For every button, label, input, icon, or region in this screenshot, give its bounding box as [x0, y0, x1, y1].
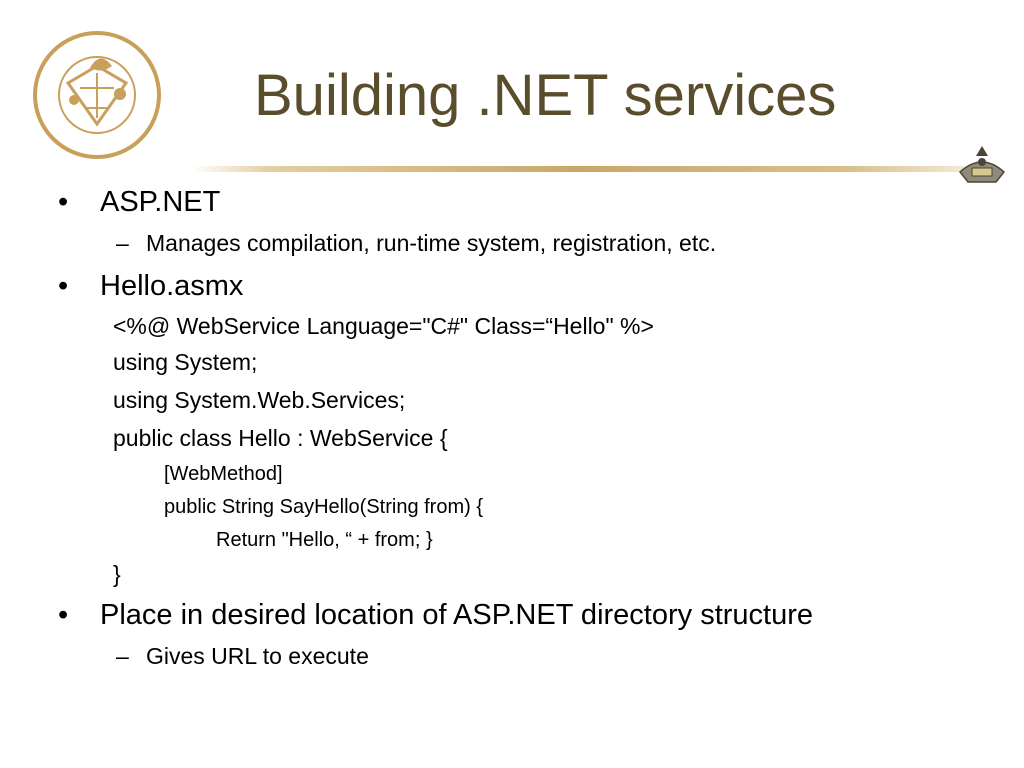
- bullet-item-place: Place in desired location of ASP.NET directory structure: [100, 599, 814, 631]
- title-divider: [192, 166, 964, 172]
- bullet-icon: •: [58, 186, 69, 218]
- university-seal-logo: [30, 28, 164, 162]
- dash-icon: –: [116, 230, 129, 256]
- dash-icon: –: [116, 643, 129, 669]
- code-line-webmethod: [WebMethod]: [164, 463, 283, 485]
- code-line-close-brace: }: [113, 561, 121, 587]
- bullet-item-aspnet: ASP.NET: [100, 186, 221, 218]
- code-line-using-web-services: using System.Web.Services;: [113, 387, 406, 413]
- code-line-using-system: using System;: [113, 349, 258, 375]
- bullet-item-hello-asmx: Hello.asmx: [100, 270, 244, 302]
- code-line-directive: <%@ WebService Language="C#" Class=“Hello" %>: [113, 313, 654, 339]
- code-line-sayhello: public String SayHello(String from) {: [164, 496, 484, 518]
- sub-item-manages: Manages compilation, run-time system, registration, etc.: [146, 230, 717, 256]
- slide-title: Building .NET services: [254, 63, 837, 128]
- code-line-class-decl: public class Hello : WebService {: [113, 425, 448, 451]
- purdue-corner-logo: [956, 142, 1008, 190]
- sub-item-gives-url: Gives URL to execute: [146, 643, 369, 669]
- bullet-icon: •: [58, 599, 69, 631]
- bullet-icon: •: [58, 270, 69, 302]
- code-line-return: Return "Hello, “ + from; }: [216, 529, 433, 551]
